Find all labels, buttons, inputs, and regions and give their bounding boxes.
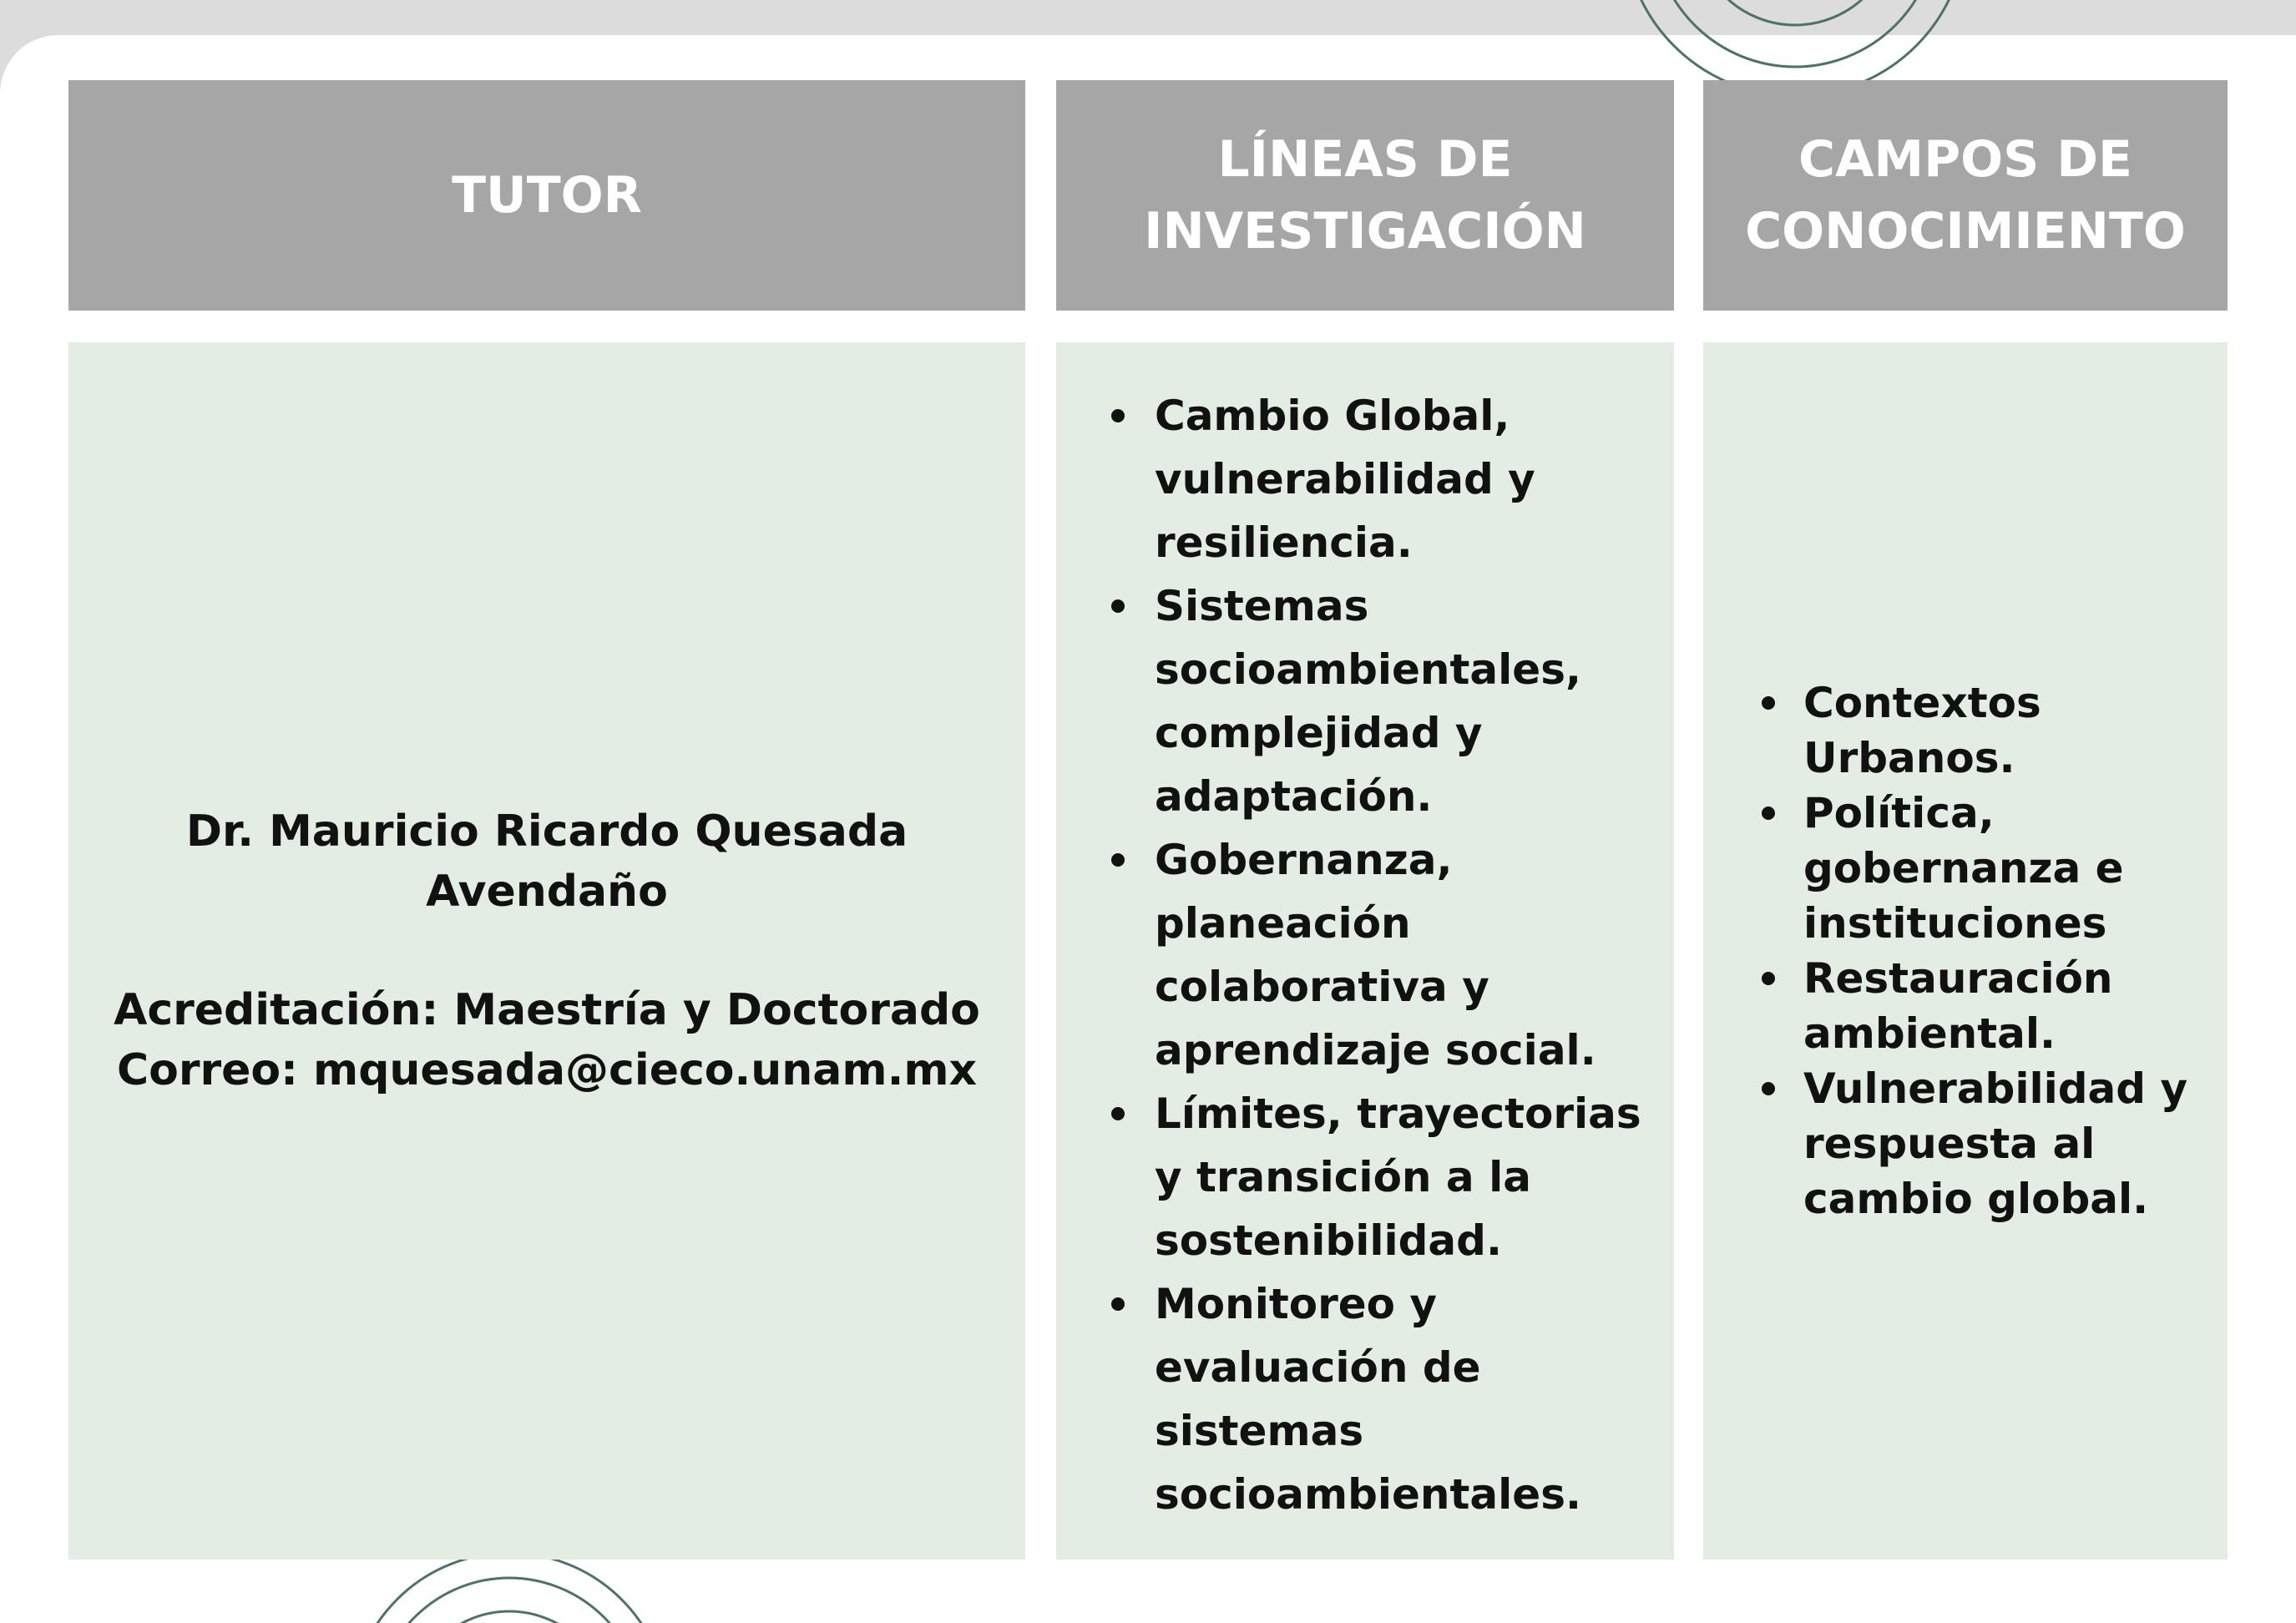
tutor-name [186, 801, 908, 922]
lineas-cell [1056, 342, 1674, 1560]
header-tutor [68, 80, 1025, 311]
header-lineas-line1: LÍNEAS DE [1217, 130, 1513, 189]
header-lineas-line2: INVESTIGACIÓN [1144, 202, 1586, 260]
tutor-accreditation: Acreditación: Maestría y Doctorado [114, 985, 980, 1035]
list-item: Restauración ambiental. [1703, 951, 2228, 1061]
tutor-name-line1: Dr. Mauricio Ricardo Quesada [185, 806, 908, 857]
tutor-email[interactable]: Correo: mquesada@cieco.unam.mx [116, 1045, 978, 1095]
campos-cell [1703, 342, 2228, 1560]
header-lineas [1056, 80, 1674, 311]
list-item: Sistemas socioambientales, complejidad y adaptación. [1056, 574, 1674, 828]
header-campos-line1: CAMPOS DE [1798, 130, 2133, 189]
tutor-name-line2: Avendaño [426, 867, 668, 917]
header-campos-line2: CONOCIMIENTO [1745, 202, 2186, 260]
list-item: Gobernanza, planeación colaborativa y aprendizaje social. [1056, 828, 1674, 1082]
campos-list [1703, 675, 2228, 1226]
lineas-list [1056, 384, 1674, 1526]
list-item: Vulnerabilidad y respuesta al cambio global. [1703, 1061, 2228, 1226]
tutor-cell [68, 342, 1025, 1560]
list-item: Monitoreo y evaluación de sistemas socioambientales. [1056, 1272, 1674, 1526]
list-item: Contextos Urbanos. [1703, 675, 2228, 786]
header-campos [1703, 80, 2228, 311]
list-item: Política, gobernanza e instituciones [1703, 786, 2228, 951]
header-tutor-label: TUTOR [452, 166, 642, 225]
list-item: Límites, trayectorias y transición a la sostenibilidad. [1056, 1082, 1674, 1272]
list-item: Cambio Global, vulnerabilidad y resiliencia. [1056, 384, 1674, 574]
